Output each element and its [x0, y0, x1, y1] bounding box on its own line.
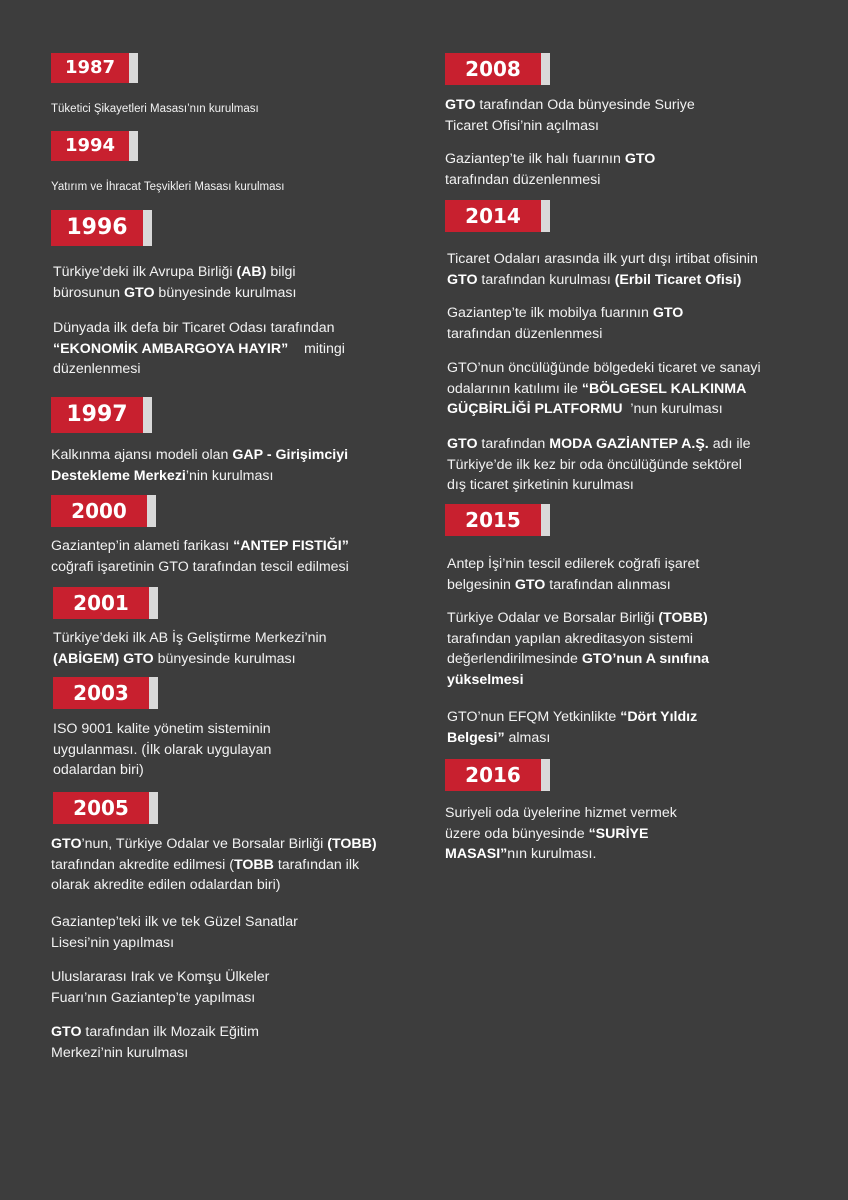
badge-tab: [149, 792, 158, 824]
year-label: 1997: [51, 397, 143, 433]
year-label: 1994: [51, 131, 129, 161]
year-badge-2000: [51, 495, 156, 527]
milestone-2015-2: Türkiye Odalar ve Borsalar Birliği (TOBB) tarafından yapılan akreditasyon sistemi değerlendirilmesinde GTO’nun A sınıfına yükselmesi: [447, 610, 710, 688]
badge-tab: [129, 131, 138, 161]
milestone-2008-1: GTO tarafından Oda bünyesinde Suriye Ticaret Ofisi’nin açılması: [445, 97, 695, 134]
year-label: 2014: [445, 200, 541, 232]
year-badge-1996: [51, 210, 152, 246]
year-badge-2005: [53, 792, 158, 824]
badge-tab: [541, 200, 550, 232]
year-badge-2016: [445, 759, 550, 791]
milestone-2000-1: Gaziantep’in alameti farikası “ANTEP FISTIĞI” coğrafi işaretinin GTO tarafından tescil edilmesi: [51, 538, 349, 575]
year-label: 2016: [445, 759, 541, 791]
milestone-2015-3: GTO’nun EFQM Yetkinlikte “Dört Yıldız Belgesi” alması: [447, 709, 698, 746]
milestone-2005-2: Gaziantep’teki ilk ve tek Güzel Sanatlar Lisesi’nin yapılması: [51, 914, 298, 951]
year-badge-1994: [51, 131, 138, 161]
year-label: 2001: [53, 587, 149, 619]
year-label: 2008: [445, 53, 541, 85]
milestone-2014-2: Gaziantep’te ilk mobilya fuarının GTO tarafından düzenlenmesi: [447, 305, 684, 342]
milestone-2014-3: GTO’nun öncülüğünde bölgedeki ticaret ve sanayi odalarının katılımı ile “BÖLGESEL KALKINMA GÜÇBİRLİĞİ PLATFORMU ’nun kurulması: [447, 360, 761, 417]
milestone-1987-1: Tüketici Şikayetleri Masası’nın kurulması: [51, 103, 259, 115]
milestone-2005-1: GTO’nun, Türkiye Odalar ve Borsalar Birliği (TOBB) tarafından akredite edilmesi (TOBB tarafından ilk olarak akredite edilen odalardan biri): [51, 836, 377, 893]
badge-tab: [541, 53, 550, 85]
badge-tab: [129, 53, 138, 83]
milestone-1994-1: Yatırım ve İhracat Teşvikleri Masası kurulması: [51, 181, 285, 193]
year-badge-2015: [445, 504, 550, 536]
year-badge-2003: [53, 677, 158, 709]
milestone-1997-1: Kalkınma ajansı modeli olan GAP - Girişimciyi Destekleme Merkezi’nin kurulması: [51, 447, 349, 484]
milestone-1996-2: Dünyada ilk defa bir Ticaret Odası tarafından “EKONOMİK AMBARGOYA HAYIR” mitingi düzenlenmesi: [53, 320, 345, 377]
badge-tab: [147, 495, 156, 527]
year-label: 2000: [51, 495, 147, 527]
badge-tab: [541, 759, 550, 791]
milestone-1996-1: Türkiye’deki ilk Avrupa Birliği (AB) bilgi bürosunun GTO bünyesinde kurulması: [53, 264, 297, 301]
year-badge-1987: [51, 53, 138, 83]
milestone-2003-1: ISO 9001 kalite yönetim sisteminin uygulanması. (İlk olarak uygulayan odalardan biri): [53, 721, 272, 778]
year-badge-2008: [445, 53, 550, 85]
year-label: 2005: [53, 792, 149, 824]
milestone-2014-1: Ticaret Odaları arasında ilk yurt dışı irtibat ofisinin GTO tarafından kurulması (Erbil Ticaret Ofisi): [447, 251, 758, 288]
badge-tab: [143, 397, 152, 433]
badge-tab: [143, 210, 152, 246]
milestone-2008-2: Gaziantep’te ilk halı fuarının GTO tarafından düzenlenmesi: [445, 151, 656, 188]
year-badge-2014: [445, 200, 550, 232]
badge-tab: [541, 504, 550, 536]
year-label: 2003: [53, 677, 149, 709]
badge-tab: [149, 677, 158, 709]
year-badge-2001: [53, 587, 158, 619]
year-label: 2015: [445, 504, 541, 536]
milestone-2001-1: Türkiye’deki ilk AB İş Geliştirme Merkezi’nin (ABİGEM) GTO bünyesinde kurulması: [53, 630, 327, 667]
year-label: 1987: [51, 53, 129, 83]
milestone-2005-4: GTO tarafından ilk Mozaik Eğitim Merkezi’nin kurulması: [51, 1024, 259, 1061]
milestone-2014-4: GTO tarafından MODA GAZİANTEP A.Ş. adı ile Türkiye’de ilk kez bir oda öncülüğünde sektörel dış ticaret şirketinin kurulması: [447, 436, 751, 493]
milestone-2005-3: Uluslararası Irak ve Komşu Ülkeler Fuarı’nın Gaziantep’te yapılması: [51, 969, 270, 1006]
milestone-2015-1: Antep İşi’nin tescil edilerek coğrafi işaret belgesinin GTO tarafından alınması: [447, 556, 700, 593]
year-label: 1996: [51, 210, 143, 246]
milestone-2016-1: Suriyeli oda üyelerine hizmet vermek üzere oda bünyesinde “SURİYE MASASI”nın kurulması.: [445, 805, 677, 862]
badge-tab: [149, 587, 158, 619]
year-badge-1997: [51, 397, 152, 433]
